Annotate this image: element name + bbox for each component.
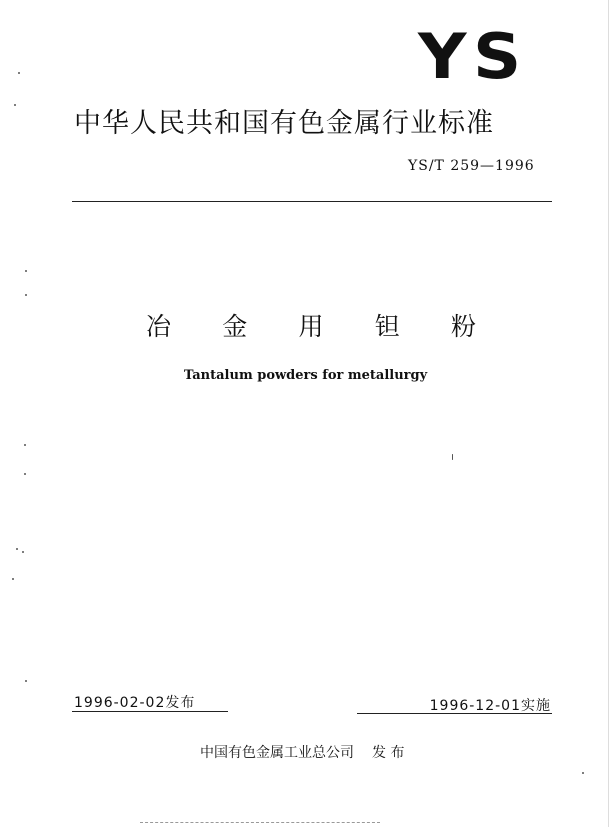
scan-speck xyxy=(12,578,14,580)
ys-logo: YS xyxy=(418,20,528,93)
publisher-action: 发 布 xyxy=(372,745,405,761)
implementation-label: 实施 xyxy=(521,698,551,714)
implementation-date-underline xyxy=(357,713,552,714)
scan-noise-line xyxy=(140,822,380,823)
scan-speck xyxy=(25,680,27,682)
scan-speck xyxy=(25,294,27,296)
issue-date: 1996-02-02 xyxy=(74,695,166,711)
implementation-date-line xyxy=(430,695,551,715)
page-edge-line xyxy=(608,0,609,827)
chinese-title-char: 金 xyxy=(222,312,248,341)
header-divider xyxy=(72,201,552,202)
standard-number: YS/T 259—1996 xyxy=(408,158,535,174)
scan-speck xyxy=(22,551,24,553)
scan-speck xyxy=(452,454,453,460)
implementation-date: 1996-12-01 xyxy=(429,698,521,714)
english-title: Tantalum powders for metallurgy xyxy=(183,368,428,383)
chinese-title-char: 粉 xyxy=(450,312,476,341)
scan-speck xyxy=(18,72,20,74)
chinese-title-char: 冶 xyxy=(146,312,172,341)
chinese-title-char: 钽 xyxy=(374,312,400,341)
organization-title: 中华人民共和国有色金属行业标准 xyxy=(74,108,494,139)
issue-date-line xyxy=(74,692,195,712)
publisher-line xyxy=(200,742,404,762)
chinese-title xyxy=(146,312,476,342)
scan-speck xyxy=(16,548,18,550)
publisher-name: 中国有色金属工业总公司 xyxy=(200,745,354,761)
issue-label: 发布 xyxy=(165,695,196,711)
scan-speck xyxy=(24,444,26,446)
chinese-title-char: 用 xyxy=(298,312,324,341)
scan-speck xyxy=(24,473,26,475)
issue-date-underline xyxy=(72,711,228,712)
scan-speck xyxy=(582,772,584,774)
scan-speck xyxy=(14,104,16,106)
scan-speck xyxy=(25,270,27,272)
